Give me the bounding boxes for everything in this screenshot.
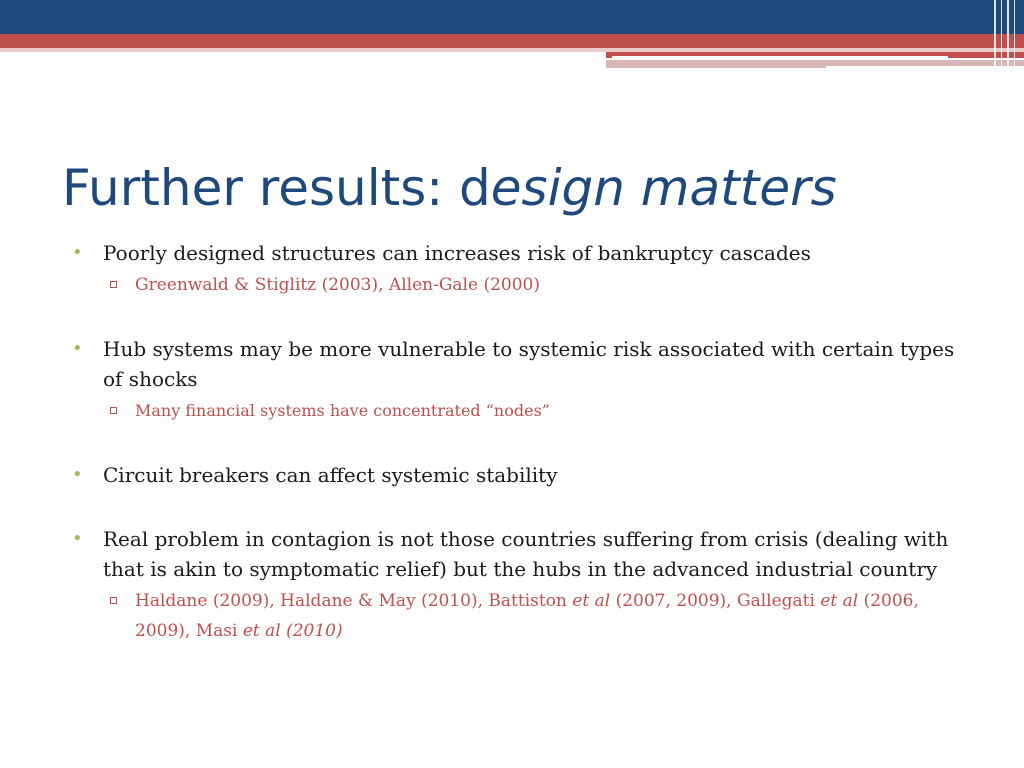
bullet-text: Hub systems may be more vulnerable to systemic risk associated with certain types of shocks bbox=[103, 337, 955, 391]
citation-part: (2006, 2009), Masi bbox=[135, 591, 919, 641]
bullet-item bbox=[72, 238, 972, 268]
bullet-item bbox=[72, 460, 972, 490]
bullet-dot-icon: • bbox=[72, 464, 83, 485]
bullet-text: Real problem in contagion is not those countries suffering from crisis (dealing with that is akin to symptomatic relief) but the hubs in the advanced industrial country bbox=[103, 527, 949, 581]
citation-part: Haldane (2009), Haldane & May (2010), Battiston bbox=[135, 591, 573, 611]
hollow-square-icon bbox=[110, 281, 117, 288]
bullet-item bbox=[72, 334, 972, 394]
citation-part: (2007, 2009), Gallegati bbox=[610, 591, 821, 611]
hollow-square-icon bbox=[110, 597, 117, 604]
sub-bullet-item bbox=[72, 270, 972, 300]
citation-part-italic: et al bbox=[820, 591, 859, 611]
slide-body bbox=[72, 238, 972, 646]
header-band-red bbox=[0, 34, 1024, 48]
header-band-blue bbox=[0, 0, 1024, 34]
hollow-square-icon bbox=[110, 407, 117, 414]
sub-bullet-item bbox=[72, 396, 972, 426]
citation-part-italic: et al bbox=[572, 591, 611, 611]
citation-text bbox=[135, 591, 919, 641]
slide-title bbox=[62, 156, 837, 220]
slide-title-italic: esign matters bbox=[490, 159, 837, 217]
citation-part-italic: et al (2010) bbox=[242, 621, 343, 641]
slide-title-plain: Further results: d bbox=[62, 159, 491, 217]
bullet-text: Poorly designed structures can increases risk of bankruptcy cascades bbox=[103, 241, 811, 265]
header-edge-lines bbox=[992, 0, 1024, 72]
bullet-text: Circuit breakers can affect systemic stability bbox=[103, 463, 558, 487]
bullet-dot-icon: • bbox=[72, 528, 83, 549]
bullet-dot-icon: • bbox=[72, 242, 83, 263]
sub-bullet-text: Many financial systems have concentrated “nodes” bbox=[135, 401, 550, 420]
header-ribbon-highlight bbox=[612, 56, 948, 58]
bullet-item bbox=[72, 524, 972, 584]
sub-bullet-item bbox=[72, 586, 972, 646]
bullet-dot-icon: • bbox=[72, 338, 83, 359]
citation-text: Greenwald & Stiglitz (2003), Allen-Gale (2000) bbox=[135, 275, 540, 295]
